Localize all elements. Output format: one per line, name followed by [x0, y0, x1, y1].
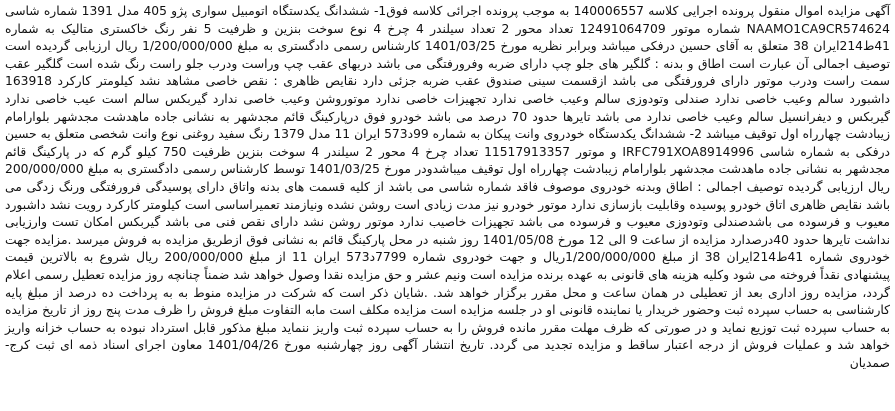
notice-body-text: آگهی مزایده اموال منقول پرونده اجرایی کلاسه 140006557 به موجب پرونده اجرائی کلاسه فوق1- ششدانگ یکدستگاه اتومبیل سواری پژو 405 مدل 1391 شماره شاسی NAAMO1CA9CR574624 شماره موتور 12491064709 تعداد محور 2 تعداد سیلندر 4 چرخ 4 نوع سوخت بنزین و ظرفیت 5 نفر رنگ خاکستری متالیک به شماره 41ط214ایران 38 متعلق به آقای حسین درفکی میباشد وبرابر نظریه مورخ 1401/03/25 کارشناس رسمی دادگستری به مبلغ 1/200/000/000 ریال ارزیابی گردیده است توصیف اجمالی آن عبارت است اطاق و بدنه : گلگیر های جلو چپ دارای ضربه وفرورفتگی می باشد دربهای عقب چپ وراست ودرب جلو راست رنگ شده است گلگیر عقب سمت راست ودرب موتور دارای فرورفتگی می باشد ازقسمت سینی صندوق عقب ضربه جزئی دارد نقایص ظاهری : نقص خاصی مشاهد نشد کیلومتر کارکرد 163918 داشبورد سالم وعیب خاصی ندارد صندلی وتودوزی سالم وعیب خاصی ندارد تجهیزات خاصی ندارد موتوروشن وعیب خاصی ندارد گیربکس سالم است عیب خاصی ندارد گیربکس و دیفرانسیل سالم وعیب خاصی ندارد می باشد تایرها حدود 70 درصد می باشد خودرو فوق درپارکینگ قائم مجدشهر به نشانی جاده ماهدشت مجدشهر بلوارامام زیبادشت چهارراه اول توقیف میباشد 2- ششدانگ یکدستگاه خودروی وانت پیکان به شماره 99د573 ایران 11 مدل 1379 رنگ سفید روغنی نوع وانت شخصی متعلق به حسین درفکی به شماره شاسی IRFC791XOA8914996 و موتور 11517913357 تعداد چرخ 4 محور 2 سیلندر 4 سوخت بنزین ظرفیت 750 کیلو گرم که در پارکینگ قائم مجدشهر به نشانی جاده ماهدشت مجدشهر بلوارامام زیبادشت چهارراه اول توقیف میباشدودر مورخ 1401/03/25 توسط کارشناس رسمی دادگستری به مبلغ 200/000/000 ریال ارزیابی گردیده توصیف اجمالی : اطاق وبدنه خودروی موصوف فاقد شماره شاسی می باشد از کلیه قسمت های بدنه واتاق دارای پوسیدگی فرورفتگی ورنگ زدگی می باشد نقایص ظاهری اتاق خودرو پوسیده وقابلیت بازسازی ندارد موتور خودرو نیز مدت زیادی است روشن نشده ونیازمند تعمیراساسی است کیلومتر کارکرد رویت نشد داشبورد معیوب و فرسوده می باشدصندلی وتودوزی معیوب و فرسوده می باشد تجهیزات خاصیب ندارد موتور روشن نشد دارای نقص فنی می باشد گیربکس امکان تست وارزیابی نداشت تایرها حدود 40درصدارد مزایده از ساعت 9 الی 12 مورخ 1401/05/08 روز شنبه در محل پارکینگ قائم به نشانی فوق ازطریق مزایده به فروش میرسد .مزایده جهت خودروی شماره 41ط214ایران 38 از مبلغ 1/200/000/000ریال و جهت خودروی شماره 7799د573 ایران 11 از مبلغ 200/000/000 ریال شروع به بالاترین قیمت پیشنهادی نقداً فروخته می شود وکلیه هزینه های قانونی به عهده برنده مزایده است ونیم عشر و حق مزایده نقدا وصول خواهد شد ضمناً چنانچه روز مزایده تعطیل رسمی اعلام گردد، مزایده روز اداری بعد از تعطیلی در همان ساعت و محل مقرر برگزار خواهد شد. .شایان ذکر است که شرکت در مزایده منوط به به پرداخت ده درصد از مبلغ پایه کارشناسی به حساب سپرده ثبت وحضور خریدار یا نماینده قانونی او در جلسه مزایده است مزایده مکلف است مابه التفاوت مبلغ فروش را ظرف مدت پنج روز از تاریخ مزایده به حساب سپرده ثبت توزیع نماید و در صورتی که ظرف مهلت مقرر مانده فروش را به حساب سپرده ثبت واریز ننماید مبلغ مذکور قابل استرداد نبوده به حساب خزانه واریز خواهد شد و عملیات فروش از درجه اعتبار ساقط و مزایده تجدید می گردد. تاریخ انتشار آگهی روز چهارشنبه مورخ 1401/04/26 معاون اجرای اسناد ذمه ای ثبت کرج- صمدیان: [5, 4, 891, 370]
